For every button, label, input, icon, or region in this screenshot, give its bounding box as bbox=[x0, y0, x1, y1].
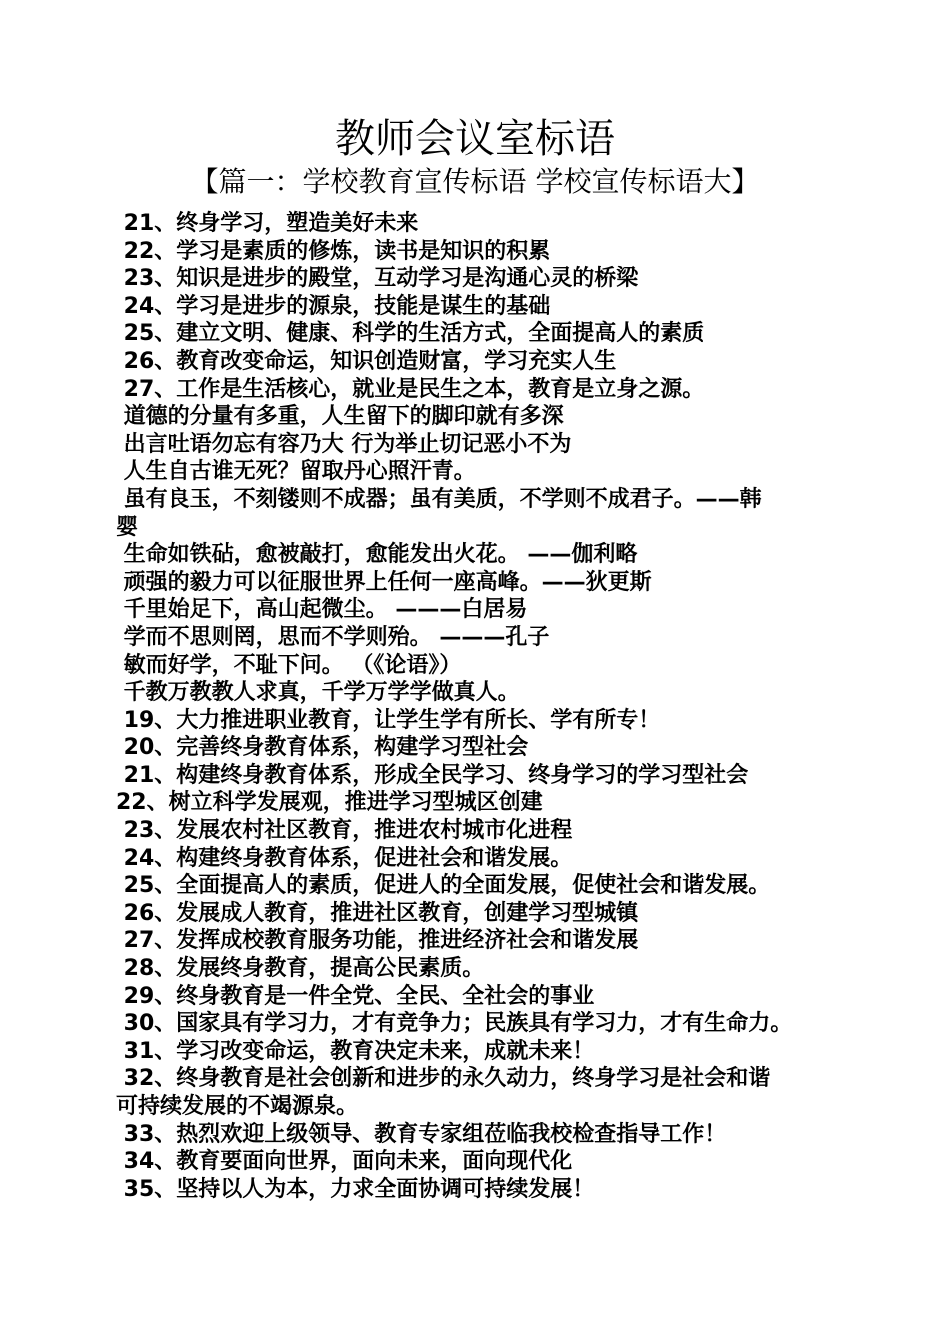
slogan-line: 35、坚持以人为本，力求全面协调可持续发展！ bbox=[116, 1176, 595, 1202]
slogan-line: 19、大力推进职业教育，让学生学有所长、学有所专！ bbox=[116, 707, 661, 733]
slogan-line: 人生自古谁无死？留取丹心照汗青。 bbox=[116, 459, 476, 485]
slogan-line: 虽有良玉，不刻镂则不成器；虽有美质，不学则不成君子。——韩 bbox=[116, 486, 762, 512]
slogan-line: 32、终身教育是社会创新和进步的永久动力，终身学习是社会和谐 bbox=[116, 1066, 771, 1092]
slogan-line: 婴 bbox=[116, 514, 139, 540]
slogan-line: 34、教育要面向世界，面向未来，面向现代化 bbox=[116, 1149, 573, 1175]
slogan-line: 26、教育改变命运，知识创造财富，学习充实人生 bbox=[116, 348, 617, 374]
slogan-line: 27、发挥成校教育服务功能，推进经济社会和谐发展 bbox=[116, 928, 639, 954]
slogan-line: 顽强的毅力可以征服世界上任何一座高峰。——狄更斯 bbox=[116, 569, 652, 595]
slogan-line: 可持续发展的不竭源泉。 bbox=[116, 1094, 359, 1119]
slogan-line: 敏而好学，不耻下问。 （《论语》） bbox=[116, 652, 462, 678]
slogan-line: 千里始足下，高山起微尘。 ———白居易 bbox=[116, 597, 528, 623]
slogan-line: 21、构建终身教育体系，形成全民学习、终身学习的学习型社会 bbox=[116, 762, 749, 788]
slogan-line: 24、学习是进步的源泉，技能是谋生的基础 bbox=[116, 293, 551, 319]
slogan-line: 道德的分量有多重，人生留下的脚印就有多深 bbox=[116, 404, 564, 430]
slogan-line: 23、知识是进步的殿堂，互动学习是沟通心灵的桥梁 bbox=[116, 266, 639, 292]
slogan-line: 生命如铁砧，愈被敲打，愈能发出火花。 ——伽利略 bbox=[116, 542, 638, 568]
slogan-line: 出言吐语勿忘有容乃大 行为举止切记恶小不为 bbox=[116, 431, 572, 457]
document-title: 教师会议室标语 bbox=[335, 116, 615, 162]
slogan-line: 学而不思则罔，思而不学则殆。 ———孔子 bbox=[116, 624, 550, 650]
slogan-line: 21、终身学习，塑造美好未来 bbox=[116, 211, 419, 236]
slogan-line: 28、发展终身教育，提高公民素质。 bbox=[116, 956, 485, 982]
slogan-line: 29、终身教育是一件全党、全民、全社会的事业 bbox=[116, 983, 595, 1009]
slogan-line: 26、发展成人教育，推进社区教育，创建学习型城镇 bbox=[116, 900, 639, 926]
slogan-line: 31、学习改变命运，教育决定未来，成就未来！ bbox=[116, 1038, 595, 1064]
slogan-line: 24、构建终身教育体系，促进社会和谐发展。 bbox=[116, 845, 573, 871]
slogan-line: 33、热烈欢迎上级领导、教育专家组莅临我校检查指导工作！ bbox=[116, 1121, 727, 1147]
slogan-line: 27、工作是生活核心，就业是民生之本，教育是立身之源。 bbox=[116, 376, 705, 402]
document-subtitle: 【篇一：学校教育宣传标语 学校宣传标语大】 bbox=[190, 165, 760, 198]
slogan-line: 千教万教教人求真，千学万学学做真人。 bbox=[116, 680, 520, 706]
slogan-line: 25、建立文明、健康、科学的生活方式，全面提高人的素质 bbox=[116, 321, 705, 347]
slogan-line: 22、树立科学发展观，推进学习型城区创建 bbox=[116, 790, 543, 816]
slogan-list bbox=[116, 210, 836, 1203]
slogan-line: 22、学习是素质的修炼，读书是知识的积累 bbox=[116, 238, 551, 264]
slogan-line: 30、国家具有学习力，才有竞争力；民族具有学习力，才有生命力。 bbox=[116, 1011, 793, 1037]
slogan-line: 23、发展农村社区教育，推进农村城市化进程 bbox=[116, 818, 573, 844]
slogan-line: 25、全面提高人的素质，促进人的全面发展，促使社会和谐发展。 bbox=[116, 873, 771, 899]
slogan-line: 20、完善终身教育体系，构建学习型社会 bbox=[116, 735, 529, 761]
